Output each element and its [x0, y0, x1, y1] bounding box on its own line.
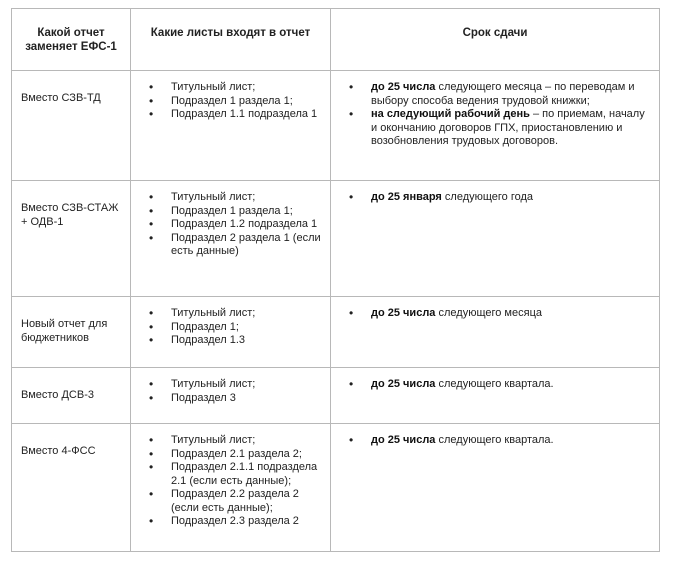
- deadline-bold: до 25 числа: [371, 434, 436, 446]
- deadline-list: [345, 434, 653, 448]
- deadline-item: [345, 378, 653, 392]
- deadline-bold: до 25 числа: [371, 81, 436, 93]
- sheet-item: • Подраздел 1 раздела 1;: [145, 95, 324, 109]
- deadline-cell: [331, 297, 660, 368]
- sheet-item: • Подраздел 2.1.1 подраздела 2.1 (если есть данные);: [145, 461, 324, 488]
- sheets-cell: [131, 297, 331, 368]
- sheet-item: • Подраздел 1.3: [145, 334, 324, 348]
- report-name-cell: Вместо СЗВ-ТД: [12, 71, 131, 181]
- deadline-bold: на следующий рабочий день: [371, 108, 530, 120]
- sheets-cell: [131, 71, 331, 181]
- sheet-item: • Титульный лист;: [145, 434, 324, 448]
- deadline-item: [345, 307, 653, 321]
- sheets-list: [145, 81, 324, 122]
- deadline-bold: до 25 числа: [371, 307, 436, 319]
- sheets-list: [145, 307, 324, 348]
- deadline-text: – по приемам, началу и окончанию договоров ГПХ, приостановлению и возобновления трудовых договоров.: [371, 108, 645, 147]
- header-sheets: Какие листы входят в отчет: [131, 9, 331, 71]
- sheets-cell: [131, 424, 331, 552]
- deadline-text: следующего года: [441, 191, 534, 203]
- report-name-cell: Вместо СЗВ-СТАЖ + ОДВ-1: [12, 181, 131, 297]
- table-header-row: [12, 9, 660, 71]
- report-name-cell: Вместо 4-ФСС: [12, 424, 131, 552]
- sheet-item: • Титульный лист;: [145, 191, 324, 205]
- deadline-cell: [331, 71, 660, 181]
- deadline-bold: до 25 января: [371, 191, 442, 203]
- header-report: Какой отчет заменяет ЕФС-1: [12, 9, 131, 71]
- deadline-text: следующего месяца: [435, 307, 542, 319]
- sheet-item: • Подраздел 1.2 подраздела 1: [145, 218, 324, 232]
- deadline-text: следующего месяца – по переводам и выбору способа ведения трудовой книжки;: [371, 81, 635, 107]
- report-name-cell: Новый отчет для бюджетников: [12, 297, 131, 368]
- deadline-cell: [331, 424, 660, 552]
- sheet-item: • Подраздел 1.1 подраздела 1: [145, 108, 324, 122]
- sheet-item: • Подраздел 2.2 раздела 2 (если есть данные);: [145, 488, 324, 515]
- table-row: [12, 368, 660, 424]
- header-deadline: Срок сдачи: [331, 9, 660, 71]
- deadline-item: [345, 81, 653, 108]
- sheet-item: • Титульный лист;: [145, 81, 324, 95]
- table-row: [12, 71, 660, 181]
- efs-reports-table: [11, 8, 660, 552]
- sheet-item: • Подраздел 2.1 раздела 2;: [145, 448, 324, 462]
- sheet-item: • Титульный лист;: [145, 307, 324, 321]
- deadline-text: следующего квартала.: [435, 434, 554, 446]
- sheet-item: • Подраздел 3: [145, 392, 324, 406]
- deadline-item: [345, 108, 653, 149]
- table-row: [12, 297, 660, 368]
- sheets-list: [145, 434, 324, 529]
- deadline-item: [345, 434, 653, 448]
- deadline-list: [345, 378, 653, 392]
- deadline-list: [345, 81, 653, 149]
- deadline-cell: [331, 181, 660, 297]
- sheet-item: • Титульный лист;: [145, 378, 324, 392]
- table-row: [12, 424, 660, 552]
- deadline-cell: [331, 368, 660, 424]
- sheets-cell: [131, 368, 331, 424]
- sheet-item: • Подраздел 1;: [145, 321, 324, 335]
- sheets-list: [145, 191, 324, 259]
- sheet-item: • Подраздел 1 раздела 1;: [145, 205, 324, 219]
- deadline-text: следующего квартала.: [435, 378, 554, 390]
- sheets-list: [145, 378, 324, 405]
- sheet-item: • Подраздел 2 раздела 1 (если есть данные): [145, 232, 324, 259]
- deadline-list: [345, 307, 653, 321]
- table-row: [12, 181, 660, 297]
- sheet-item: • Подраздел 2.3 раздела 2: [145, 515, 324, 529]
- sheets-cell: [131, 181, 331, 297]
- deadline-bold: до 25 числа: [371, 378, 436, 390]
- deadline-list: [345, 191, 653, 205]
- deadline-item: [345, 191, 653, 205]
- report-name-cell: Вместо ДСВ-3: [12, 368, 131, 424]
